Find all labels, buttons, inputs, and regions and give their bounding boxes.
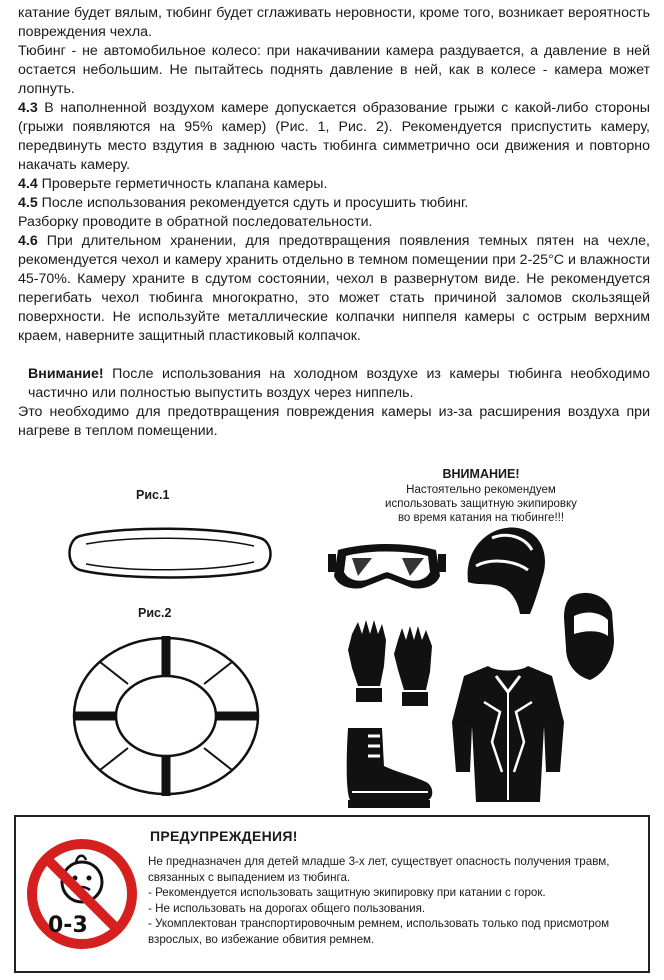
thermal-suit-icon <box>448 662 568 812</box>
gear-warning-text <box>346 483 616 525</box>
warning-item: - Рекомендуется использовать защитную экипировку при катании с горок. <box>148 886 546 899</box>
gear-warning-line: использовать защитную экипировку <box>385 498 577 510</box>
goggles-icon <box>328 540 446 596</box>
fig2-label: Рис.2 <box>138 606 172 620</box>
warnings-title: ПРЕДУПРЕЖДЕНИЯ! <box>150 828 298 844</box>
age-label: 0-3 <box>48 913 88 938</box>
no-child-under-3-icon <box>24 836 140 952</box>
paragraph-2: Тюбинг - не автомобильное колесо: при накачивании камера раздувается, а давление в ней остается небольшим. Не пытайтесь поднять давление в ней, как в колесе - камера может лопнуть. <box>18 43 650 97</box>
gear-warning-line: во время катания на тюбинге!!! <box>397 512 565 524</box>
warning-item: - Укомплектован транспортировочным ремнем, использовать только под присмотром взрослых, во избежание обвития ремнем. <box>148 917 610 946</box>
attention-paragraph <box>18 365 650 403</box>
warning-item: Не предназначен для детей младше 3-х лет, существует опасность получения травм, связанных с выпадением из тюбинга. <box>148 855 610 884</box>
fig1-tube-side-icon <box>60 522 280 582</box>
knee-pad-icon <box>560 588 620 684</box>
warnings-list <box>148 854 618 947</box>
paragraph-text: В наполненной воздухом камере допускается образование грыжи с какой-либо стороны (грыжи появляются на 95% камер) (Рис. 1, Рис. 2). Рекомендуется приспустить камеру, передвинуть место вздутия в заднюю часть тюбинга симметрично оси движения и повторно накачать камеру. <box>18 100 650 173</box>
paragraph-text: После использования рекомендуется сдуть и просушить тюбинг. <box>37 195 469 211</box>
paragraph-text: При длительном хранении, для предотвращения появления темных пятен на чехле, рекомендуется чехол и камеру хранить отдельно в темном помещении при 2-25°С и влажности 45-70%. Камеру храните в сдутом состоянии, чехол в развернутом виде. Не рекомендуется перегибать чехол тюбинга многократно, это может стать причиной заломов скользящей поверхности. Не используйте металлические колпачки ниппеля камеры с острым верхним краем, наверните защитный пластиковый колпачок. <box>18 233 650 344</box>
paragraph-disassembly: Разборку проводите в обратной последовательности. <box>18 214 373 230</box>
helmet-icon <box>462 522 548 618</box>
section-number: 4.3 <box>18 100 38 116</box>
gear-warning-title: ВНИМАНИЕ! <box>442 467 520 481</box>
attention-paragraph-2: Это необходимо для предотвращения повреждения камеры из-за расширения воздуха при нагреве в теплом помещении. <box>18 404 650 439</box>
main-text <box>18 4 650 441</box>
gloves-icon <box>344 614 440 710</box>
fig1-label: Рис.1 <box>136 488 170 502</box>
paragraph-4-4 <box>18 175 650 194</box>
section-number: 4.6 <box>18 233 38 249</box>
paragraph-4-6 <box>18 232 650 346</box>
paragraph-4-5 <box>18 194 650 213</box>
gear-warning-line: Настоятельно рекомендуем <box>406 484 556 496</box>
attention-label: Внимание! <box>28 366 104 382</box>
section-number: 4.4 <box>18 176 38 192</box>
boot-icon <box>340 722 436 812</box>
fig2-tube-top-icon <box>66 630 266 800</box>
paragraph-1: катание будет вялым, тюбинг будет сглаживать неровности, кроме того, возникает вероятность повреждения чехла. <box>18 5 650 40</box>
attention-text: После использования на холодном воздухе из камеры тюбинга необходимо частично или полностью выпустить воздух через ниппель. <box>28 366 650 401</box>
paragraph-4-3 <box>18 99 650 175</box>
section-number: 4.5 <box>18 195 38 211</box>
warning-item: - Не использовать на дорогах общего пользования. <box>148 901 426 915</box>
paragraph-text: Проверьте герметичность клапана камеры. <box>37 176 328 192</box>
